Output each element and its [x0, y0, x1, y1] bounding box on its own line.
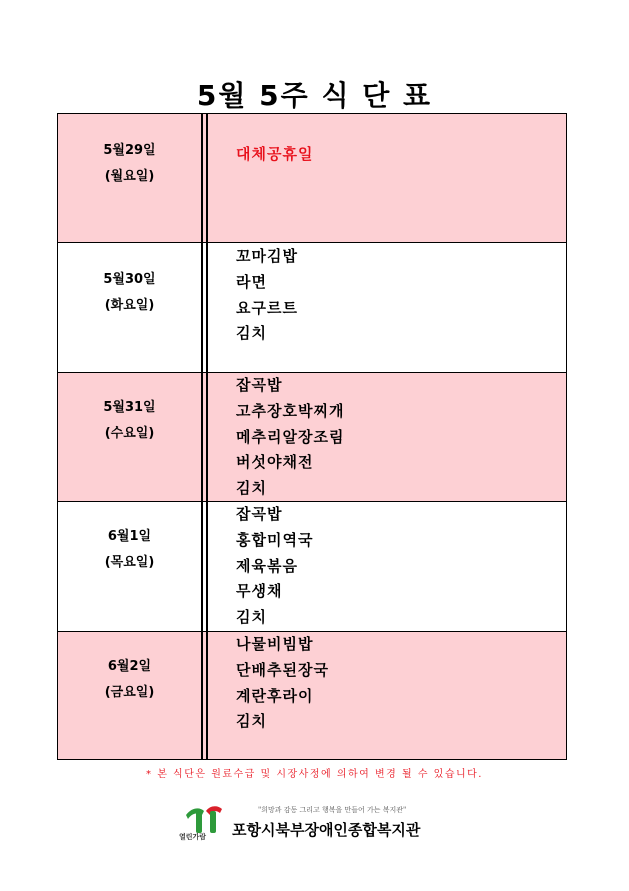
logo-caption: 열린가람: [179, 833, 207, 841]
day-cell: [58, 654, 201, 706]
date-label: 5월29일: [103, 143, 156, 158]
menu-item: 나물비빔밥: [236, 635, 314, 653]
slogan-text: "희망과 감동 그리고 행복을 만들어 가는 복지관": [258, 806, 407, 814]
menu-list: [236, 632, 329, 735]
notice-text: * 본 식단은 원료수급 및 시장사정에 의하여 변경 될 수 있습니다.: [146, 769, 483, 780]
table-row: [58, 502, 566, 632]
menu-list: [236, 502, 313, 631]
menu-list: [236, 244, 298, 347]
weekday-label: (금요일): [104, 685, 155, 700]
page-title: 5월 5주 식 단 표: [196, 79, 433, 112]
menu-item: 제육볶음: [236, 556, 298, 575]
menu-list: [236, 373, 344, 502]
menu-item: 홍합미역국: [236, 530, 314, 549]
menu-item: 라면: [236, 272, 267, 291]
date-label: 5월31일: [103, 400, 156, 415]
menu-list: [236, 142, 313, 168]
menu-item: 잡곡밥: [236, 505, 283, 523]
menu-item: 잡곡밥: [236, 376, 283, 394]
menu-item: 김치: [236, 608, 267, 627]
menu-item: 단배추된장국: [236, 660, 329, 679]
date-label: 6월1일: [107, 529, 152, 544]
table-row: [58, 373, 566, 502]
date-label: 5월30일: [103, 272, 156, 287]
menu-item: 메추리알장조림: [236, 427, 345, 446]
menu-item: 고추장호박찌개: [236, 401, 345, 420]
menu-item: 계란후라이: [236, 686, 314, 705]
menu-table: [57, 113, 567, 760]
weekday-label: (화요일): [104, 298, 155, 313]
date-label: 6월2일: [107, 659, 152, 674]
menu-item: 꼬마김밥: [236, 247, 298, 265]
weekday-label: (월요일): [104, 169, 155, 184]
menu-item: 김치: [236, 712, 267, 731]
menu-item: 버섯야채전: [236, 453, 314, 472]
weekday-label: (수요일): [104, 426, 155, 441]
table-row: [58, 243, 566, 373]
table-row: [58, 114, 566, 243]
table-row: [58, 632, 566, 759]
day-cell: [58, 524, 201, 576]
day-cell: [58, 395, 201, 447]
weekday-label: (목요일): [104, 555, 155, 570]
holiday-label: 대체공휴일: [236, 145, 314, 163]
menu-item: 김치: [236, 479, 267, 498]
day-cell: [58, 138, 201, 190]
day-cell: [58, 267, 201, 319]
menu-item: 요구르트: [236, 298, 298, 317]
menu-item: 무생채: [236, 582, 283, 601]
menu-item: 김치: [236, 324, 267, 343]
organization-name: 포항시북부장애인종합복지관: [232, 821, 421, 839]
